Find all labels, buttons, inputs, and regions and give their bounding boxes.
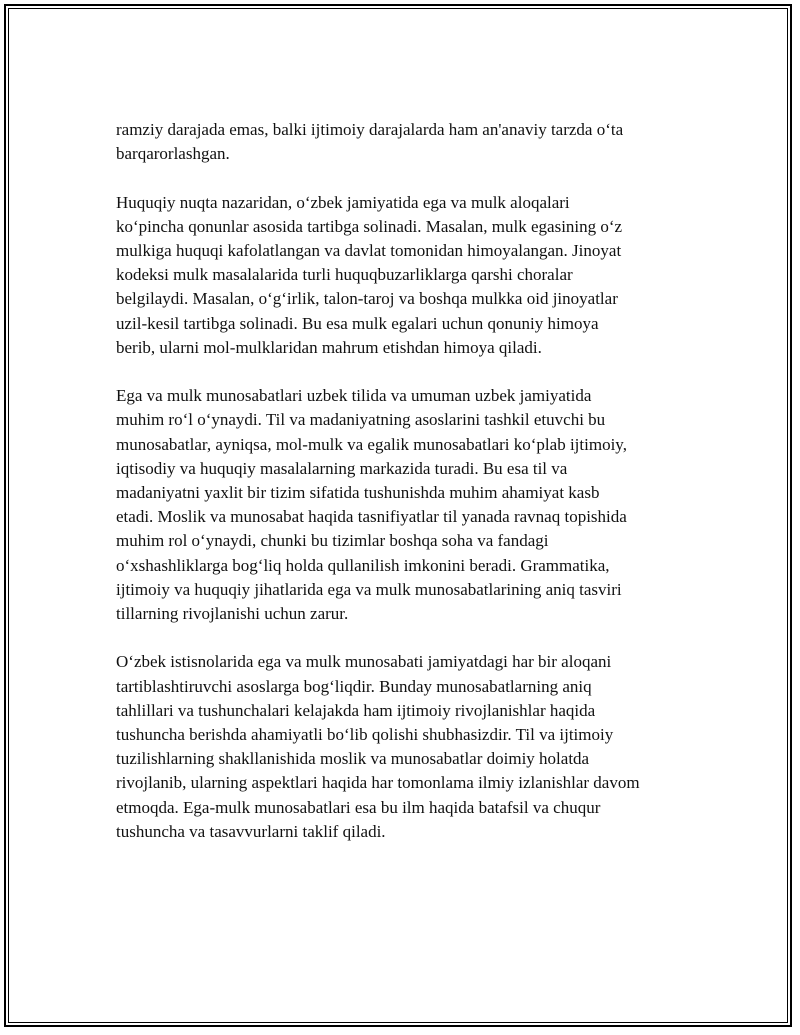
text-line: munosabatlar, ayniqsa, mol-mulk va egalik munosabatlari ko‘plab ijtimoiy, [116, 434, 627, 454]
paragraph-3 [116, 384, 696, 626]
text-line: tillarning rivojlanishi uchun zarur. [116, 604, 349, 624]
text-line: Ega va mulk munosabatlari uzbek tilida va umuman uzbek jamiyatida [116, 386, 592, 406]
paragraph-2 [116, 191, 696, 360]
text-line: muhim ro‘l o‘ynaydi. Til va madaniyatning asoslarini tashkil etuvchi bu [116, 410, 606, 430]
text-line: kodeksi mulk masalalarida turli huquqbuzarliklarga qarshi choralar [116, 265, 573, 285]
text-line: ko‘pincha qonunlar asosida tartibga solinadi. Masalan, mulk egasining o‘z [116, 216, 623, 236]
document-body [116, 118, 696, 868]
paragraph-4 [116, 650, 696, 844]
text-line: barqarorlashgan. [116, 144, 230, 164]
text-line: ijtimoiy va huquqiy jihatlarida ega va mulk munosabatlarining aniq tasviri [116, 579, 622, 599]
text-line: muhim rol o‘ynaydi, chunki bu tizimlar boshqa soha va fandagi [116, 531, 549, 551]
paragraph-1 [116, 118, 696, 166]
text-line: tushuncha berishda ahamiyatli bo‘lib qolishi shubhasizdir. Til va ijtimoiy [116, 725, 614, 745]
text-line: uzil-kesil tartibga solinadi. Bu esa mulk egalari uchun qonuniy himoya [116, 313, 599, 333]
text-line: Huquqiy nuqta nazaridan, o‘zbek jamiyatida ega va mulk aloqalari [116, 192, 570, 212]
text-line: ramziy darajada emas, balki ijtimoiy darajalarda ham an'anaviy tarzda o‘ta [116, 120, 624, 139]
text-line: iqtisodiy va huquqiy masalalarning markazida turadi. Bu esa til va [116, 458, 568, 478]
text-line: tushuncha va tasavvurlarni taklif qiladi. [116, 821, 386, 841]
text-line: o‘xshashliklarga bog‘liq holda qullanilish imkonini beradi. Grammatika, [116, 555, 610, 575]
text-line: belgilaydi. Masalan, o‘g‘irlik, talon-taroj va boshqa mulkka oid jinoyatlar [116, 289, 618, 309]
text-line: etmoqda. Ega-mulk munosabatlari esa bu ilm haqida batafsil va chuqur [116, 797, 601, 817]
text-line: mulkiga huquqi kafolatlangan va davlat tomonidan himoyalangan. Jinoyat [116, 241, 622, 260]
text-line: O‘zbek istisnolarida ega va mulk munosabati jamiyatdagi har bir aloqani [116, 652, 612, 672]
text-line: tuzilishlarning shakllanishida moslik va munosabatlar doimiy holatda [116, 749, 590, 769]
text-line: rivojlanib, ularning aspektlari haqida har tomonlama ilmiy izlanishlar davom [116, 773, 640, 793]
text-line: berib, ularni mol-mulklaridan mahrum etishdan himoya qiladi. [116, 337, 542, 357]
text-line: tartiblashtiruvchi asoslarga bog‘liqdir. Bunday munosabatlarning aniq [116, 676, 592, 696]
text-line: madaniyatni yaxlit bir tizim sifatida tushunishda muhim ahamiyat kasb [116, 483, 600, 503]
text-line: tahlillari va tushunchalari kelajakda ham ijtimoiy rivojlanishlar haqida [116, 700, 596, 720]
text-line: etadi. Moslik va munosabat haqida tasnifiyatlar til yanada ravnaq topishida [116, 507, 627, 527]
